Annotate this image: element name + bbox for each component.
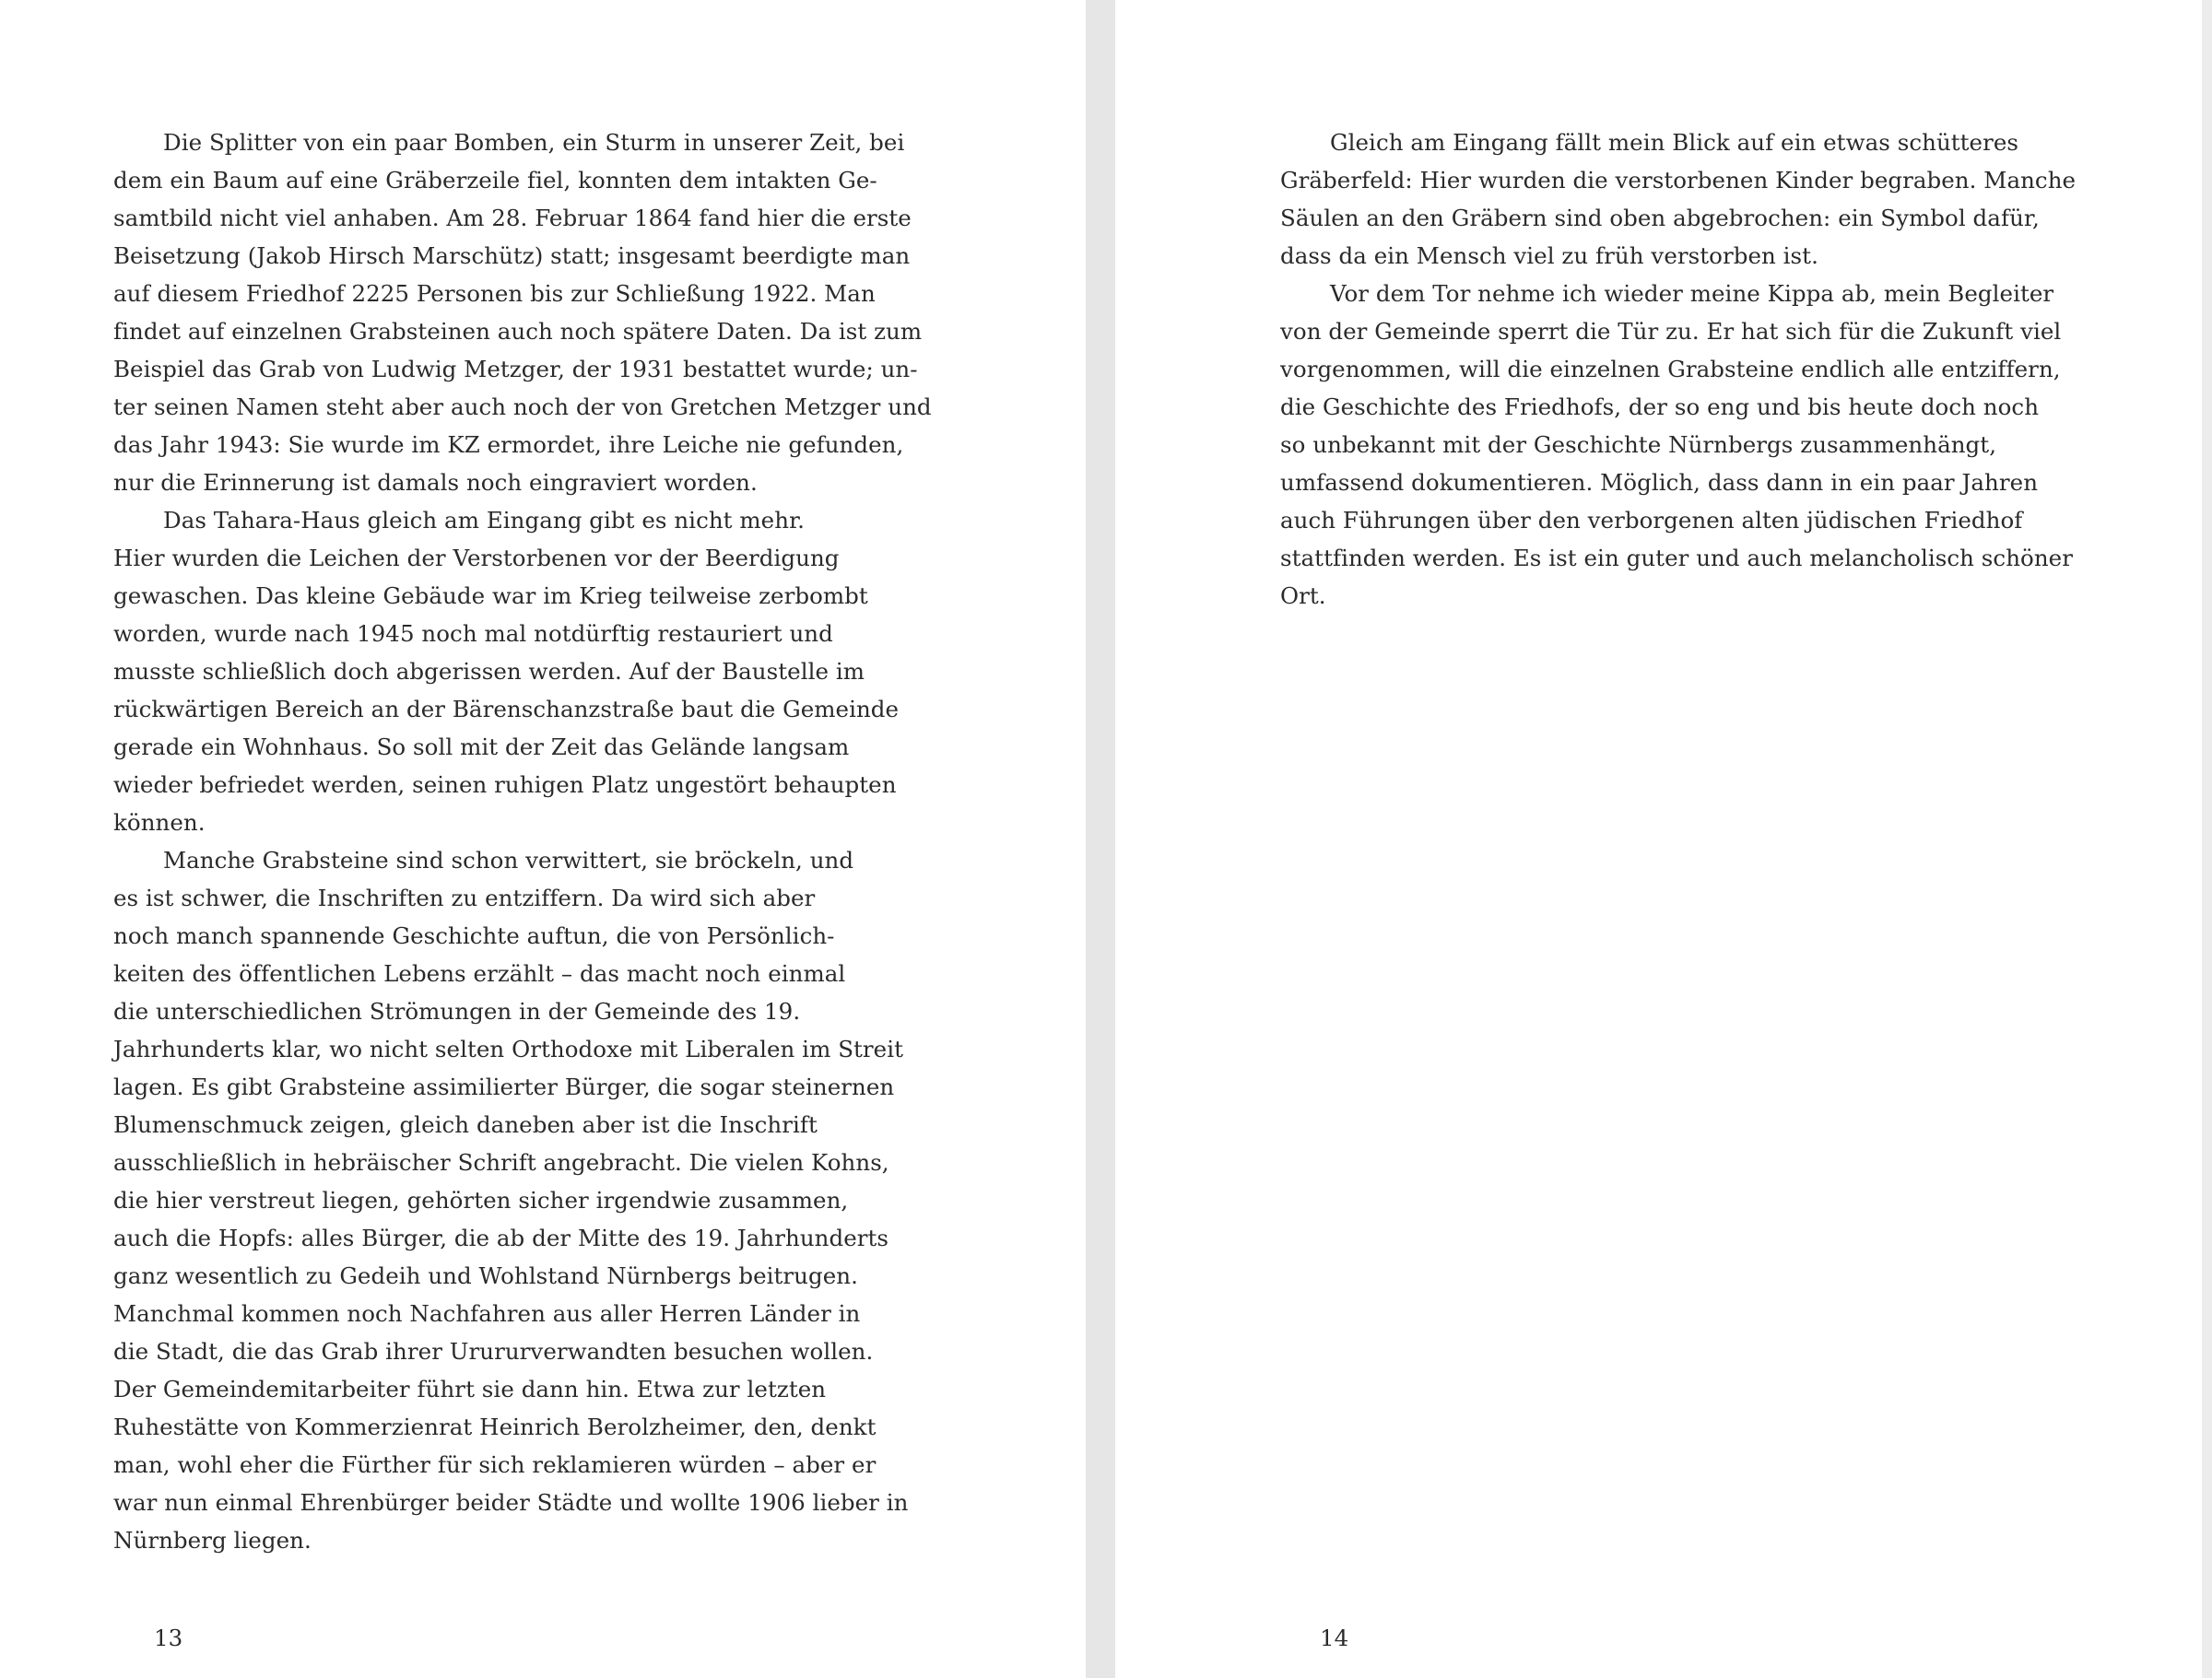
text-line: so unbekannt mit der Geschichte Nürnbergs zusammenhängt,	[1280, 431, 1997, 458]
text-line: die Stadt, die das Grab ihrer Urururverwandten besuchen wollen.	[113, 1338, 874, 1365]
text-line: stattfinden werden. Es ist ein guter und auch melancholisch schöner	[1280, 545, 2073, 571]
text-line: von der Gemeinde sperrt die Tür zu. Er hat sich für die Zukunft viel	[1280, 318, 2062, 345]
text-line: keiten des öffentlichen Lebens erzählt – das macht noch einmal	[113, 960, 846, 987]
text-line: Beispiel das Grab von Ludwig Metzger, der 1931 bestattet wurde; un-	[113, 356, 918, 382]
text-line: Ruhestätte von Kommerzienrat Heinrich Berolzheimer, den, denkt	[113, 1414, 877, 1440]
text-line: Vor dem Tor nehme ich wieder meine Kippa ab, mein Begleiter	[1330, 280, 2054, 307]
text-line: man, wohl eher die Fürther für sich reklamieren würden – aber er	[113, 1451, 877, 1478]
text-line: Jahrhunderts klar, wo nicht selten Orthodoxe mit Liberalen im Streit	[113, 1036, 904, 1062]
text-line: Säulen an den Gräbern sind oben abgebrochen: ein Symbol dafür,	[1280, 205, 2040, 231]
text-line: ter seinen Namen steht aber auch noch der von Gretchen Metzger und	[113, 393, 932, 420]
text-line: Beisetzung (Jakob Hirsch Marschütz) statt; insgesamt beerdigte man	[113, 242, 911, 269]
right-page-body	[1280, 123, 2100, 615]
text-line: auf diesem Friedhof 2225 Personen bis zur Schließung 1922. Man	[113, 280, 876, 307]
text-line: Ort.	[1280, 582, 1326, 609]
text-line: es ist schwer, die Inschriften zu entziffern. Da wird sich aber	[113, 885, 816, 911]
text-line: Blumenschmuck zeigen, gleich daneben aber ist die Inschrift	[113, 1111, 818, 1138]
text-line: umfassend dokumentieren. Möglich, dass dann in ein paar Jahren	[1280, 469, 2039, 496]
text-line: auch die Hopfs: alles Bürger, die ab der Mitte des 19. Jahrhunderts	[113, 1225, 889, 1251]
text-line: findet auf einzelnen Grabsteinen auch noch spätere Daten. Da ist zum	[113, 318, 923, 345]
text-line: nur die Erinnerung ist damals noch eingraviert worden.	[113, 469, 758, 496]
text-line: ganz wesentlich zu Gedeih und Wohlstand Nürnbergs beitrugen.	[113, 1262, 858, 1289]
text-line: vorgenommen, will die einzelnen Grabsteine endlich alle entziffern,	[1280, 356, 2061, 382]
text-line: samtbild nicht viel anhaben. Am 28. Februar 1864 fand hier die erste	[113, 205, 912, 231]
text-line: ausschließlich in hebräischer Schrift angebracht. Die vielen Kohns,	[113, 1149, 889, 1176]
text-line: dass da ein Mensch viel zu früh verstorben ist.	[1280, 242, 1818, 269]
text-line: auch Führungen über den verborgenen alten jüdischen Friedhof	[1280, 507, 2023, 534]
text-line: dem ein Baum auf eine Gräberzeile fiel, konnten dem intakten Ge-	[113, 167, 877, 194]
text-line: können.	[113, 809, 206, 836]
text-line: Nürnberg liegen.	[113, 1527, 312, 1554]
text-line: die hier verstreut liegen, gehörten sicher irgendwie zusammen,	[113, 1187, 849, 1214]
text-line: Manchmal kommen noch Nachfahren aus aller Herren Länder in	[113, 1300, 861, 1327]
page-edge-shadow	[2202, 0, 2212, 1678]
text-line: war nun einmal Ehrenbürger beider Städte und wollte 1906 lieber in	[113, 1489, 909, 1516]
text-line: rückwärtigen Bereich an der Bärenschanzstraße baut die Gemeinde	[113, 696, 900, 722]
text-line: das Jahr 1943: Sie wurde im KZ ermordet, ihre Leiche nie gefunden,	[113, 431, 904, 458]
text-line: Das Tahara-Haus gleich am Eingang gibt es nicht mehr.	[163, 507, 805, 534]
left-page-body	[113, 123, 934, 1559]
text-line: wieder befriedet werden, seinen ruhigen Platz ungestört behaupten	[113, 771, 897, 798]
text-line: Die Splitter von ein paar Bomben, ein Sturm in unserer Zeit, bei	[163, 129, 905, 156]
text-line: lagen. Es gibt Grabsteine assimilierter Bürger, die sogar steinernen	[113, 1074, 895, 1100]
right-page-number: 14	[1320, 1625, 1349, 1651]
text-line: gerade ein Wohnhaus. So soll mit der Zeit das Gelände langsam	[113, 733, 850, 760]
text-line: die unterschiedlichen Strömungen in der Gemeinde des 19.	[113, 998, 801, 1025]
text-line: worden, wurde nach 1945 noch mal notdürftig restauriert und	[113, 620, 833, 647]
text-line: musste schließlich doch abgerissen werden. Auf der Baustelle im	[113, 658, 865, 685]
text-line: Der Gemeindemitarbeiter führt sie dann hin. Etwa zur letzten	[113, 1376, 827, 1402]
text-line: Manche Grabsteine sind schon verwittert, sie bröckeln, und	[163, 847, 854, 874]
text-line: gewaschen. Das kleine Gebäude war im Krieg teilweise zerbombt	[113, 582, 868, 609]
left-page-number: 13	[154, 1625, 183, 1651]
text-line: die Geschichte des Friedhofs, der so eng und bis heute doch noch	[1280, 393, 2040, 420]
text-line: Gräberfeld: Hier wurden die verstorbenen Kinder begraben. Manche	[1280, 167, 2077, 194]
page-gutter	[1086, 0, 1115, 1678]
text-line: Gleich am Eingang fällt mein Blick auf ein etwas schütteres	[1330, 129, 2019, 156]
text-line: noch manch spannende Geschichte auftun, die von Persönlich-	[113, 922, 835, 949]
text-line: Hier wurden die Leichen der Verstorbenen vor der Beerdigung	[113, 545, 840, 571]
